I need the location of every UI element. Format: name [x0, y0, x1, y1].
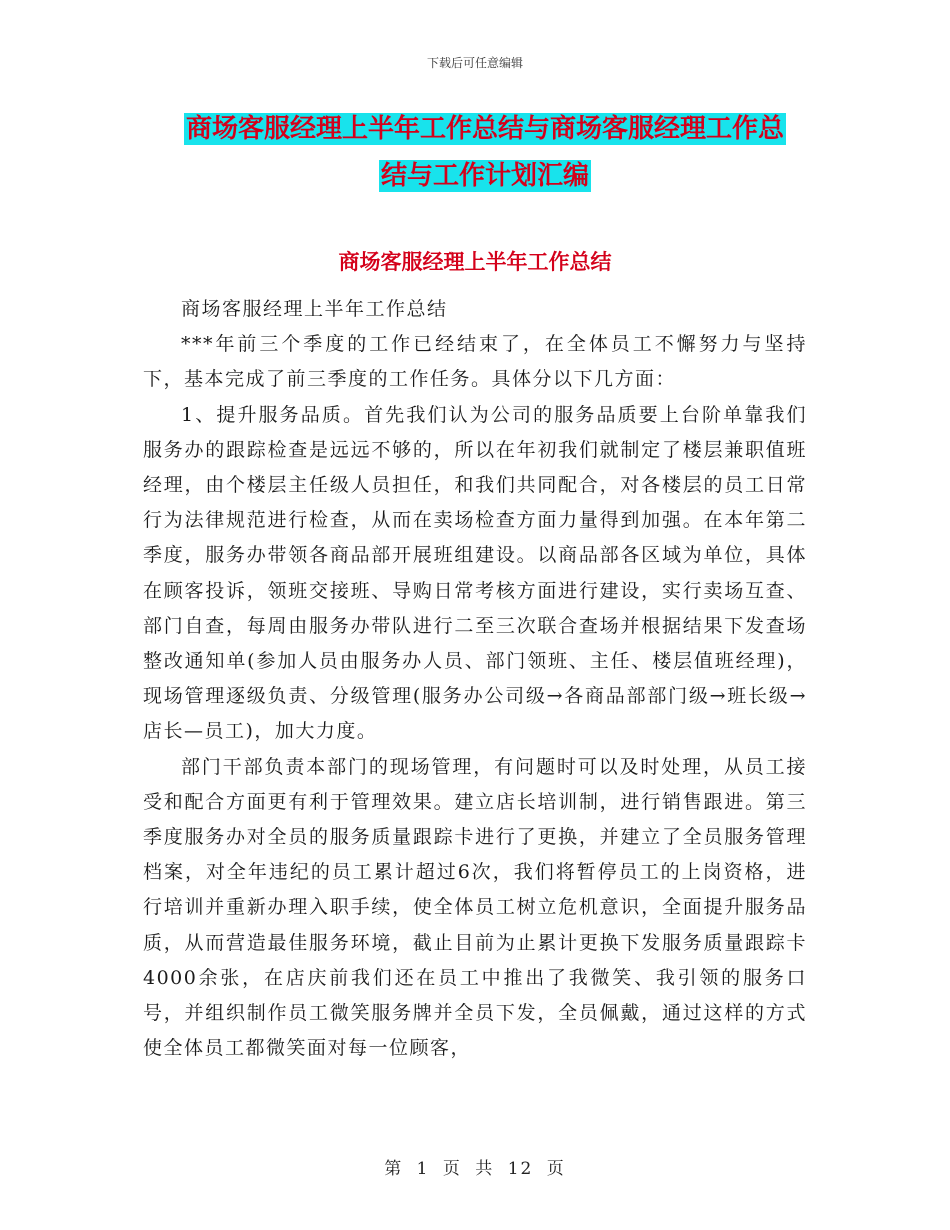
title-line-2: 结与工作计划汇编	[380, 161, 589, 191]
paragraph: 商场客服经理上半年工作总结	[181, 298, 448, 320]
title-line-1: 商场客服经理上半年工作总结与商场客服经理工作总	[185, 114, 784, 144]
page-footer: 第 1 页 共 12 页	[384, 1159, 566, 1179]
document-title	[140, 106, 830, 200]
section-title: 商场客服经理上半年工作总结	[338, 250, 612, 274]
paragraph: 1、提升服务品质。首先我们认为公司的服务品质要上台阶单靠我们服务办的跟踪检查是远远不够的，所以在年初我们就制定了楼层兼职值班经理，由个楼层主任级人员担任，和我们共同配合，对各楼层的员工日常行为法律规范进行检查，从而在卖场检查方面力量得到加强。在本年第二季度，服务办带领各商品部开展班组建设。以商品部各区域为单位，具体在顾客投诉，领班交接班、导购日常考核方面进行建设，实行卖场互查、部门自查，每周由服务办带队进行二至三次联合查场并根据结果下发查场整改通知单(参加人员由服务办人员、部门领班、主任、楼层值班经理)，现场管理逐级负责、分级管理(服务办公司级→各商品部部门级→班长级→店长—员工)，加大力度。	[143, 403, 807, 743]
paragraph: 部门干部负责本部门的现场管理，有问题时可以及时处理，从员工接受和配合方面更有利于管理效果。建立店长培训制，进行销售跟进。第三季度服务办对全员的服务质量跟踪卡进行了更换，并建立了全员服务管理档案，对全年违纪的员工累计超过6次，我们将暂停员工的上岗资格，进行培训并重新办理入职手续，使全体员工树立危机意识，全面提升服务品质，从而营造最佳服务环境，截止目前为止累计更换下发服务质量跟踪卡4000余张，在店庆前我们还在员工中推出了我微笑、我引领的服务口号，并组织制作员工微笑服务牌并全员下发，全员佩戴，通过这样的方式使全体员工都微笑面对每一位顾客，	[143, 755, 807, 1060]
body-text	[143, 292, 807, 1066]
paragraph: ***年前三个季度的工作已经结束了，在全体员工不懈努力与坚持下，基本完成了前三季度的工作任务。具体分以下几方面：	[143, 333, 807, 391]
header-note: 下载后可任意编辑	[426, 56, 523, 70]
